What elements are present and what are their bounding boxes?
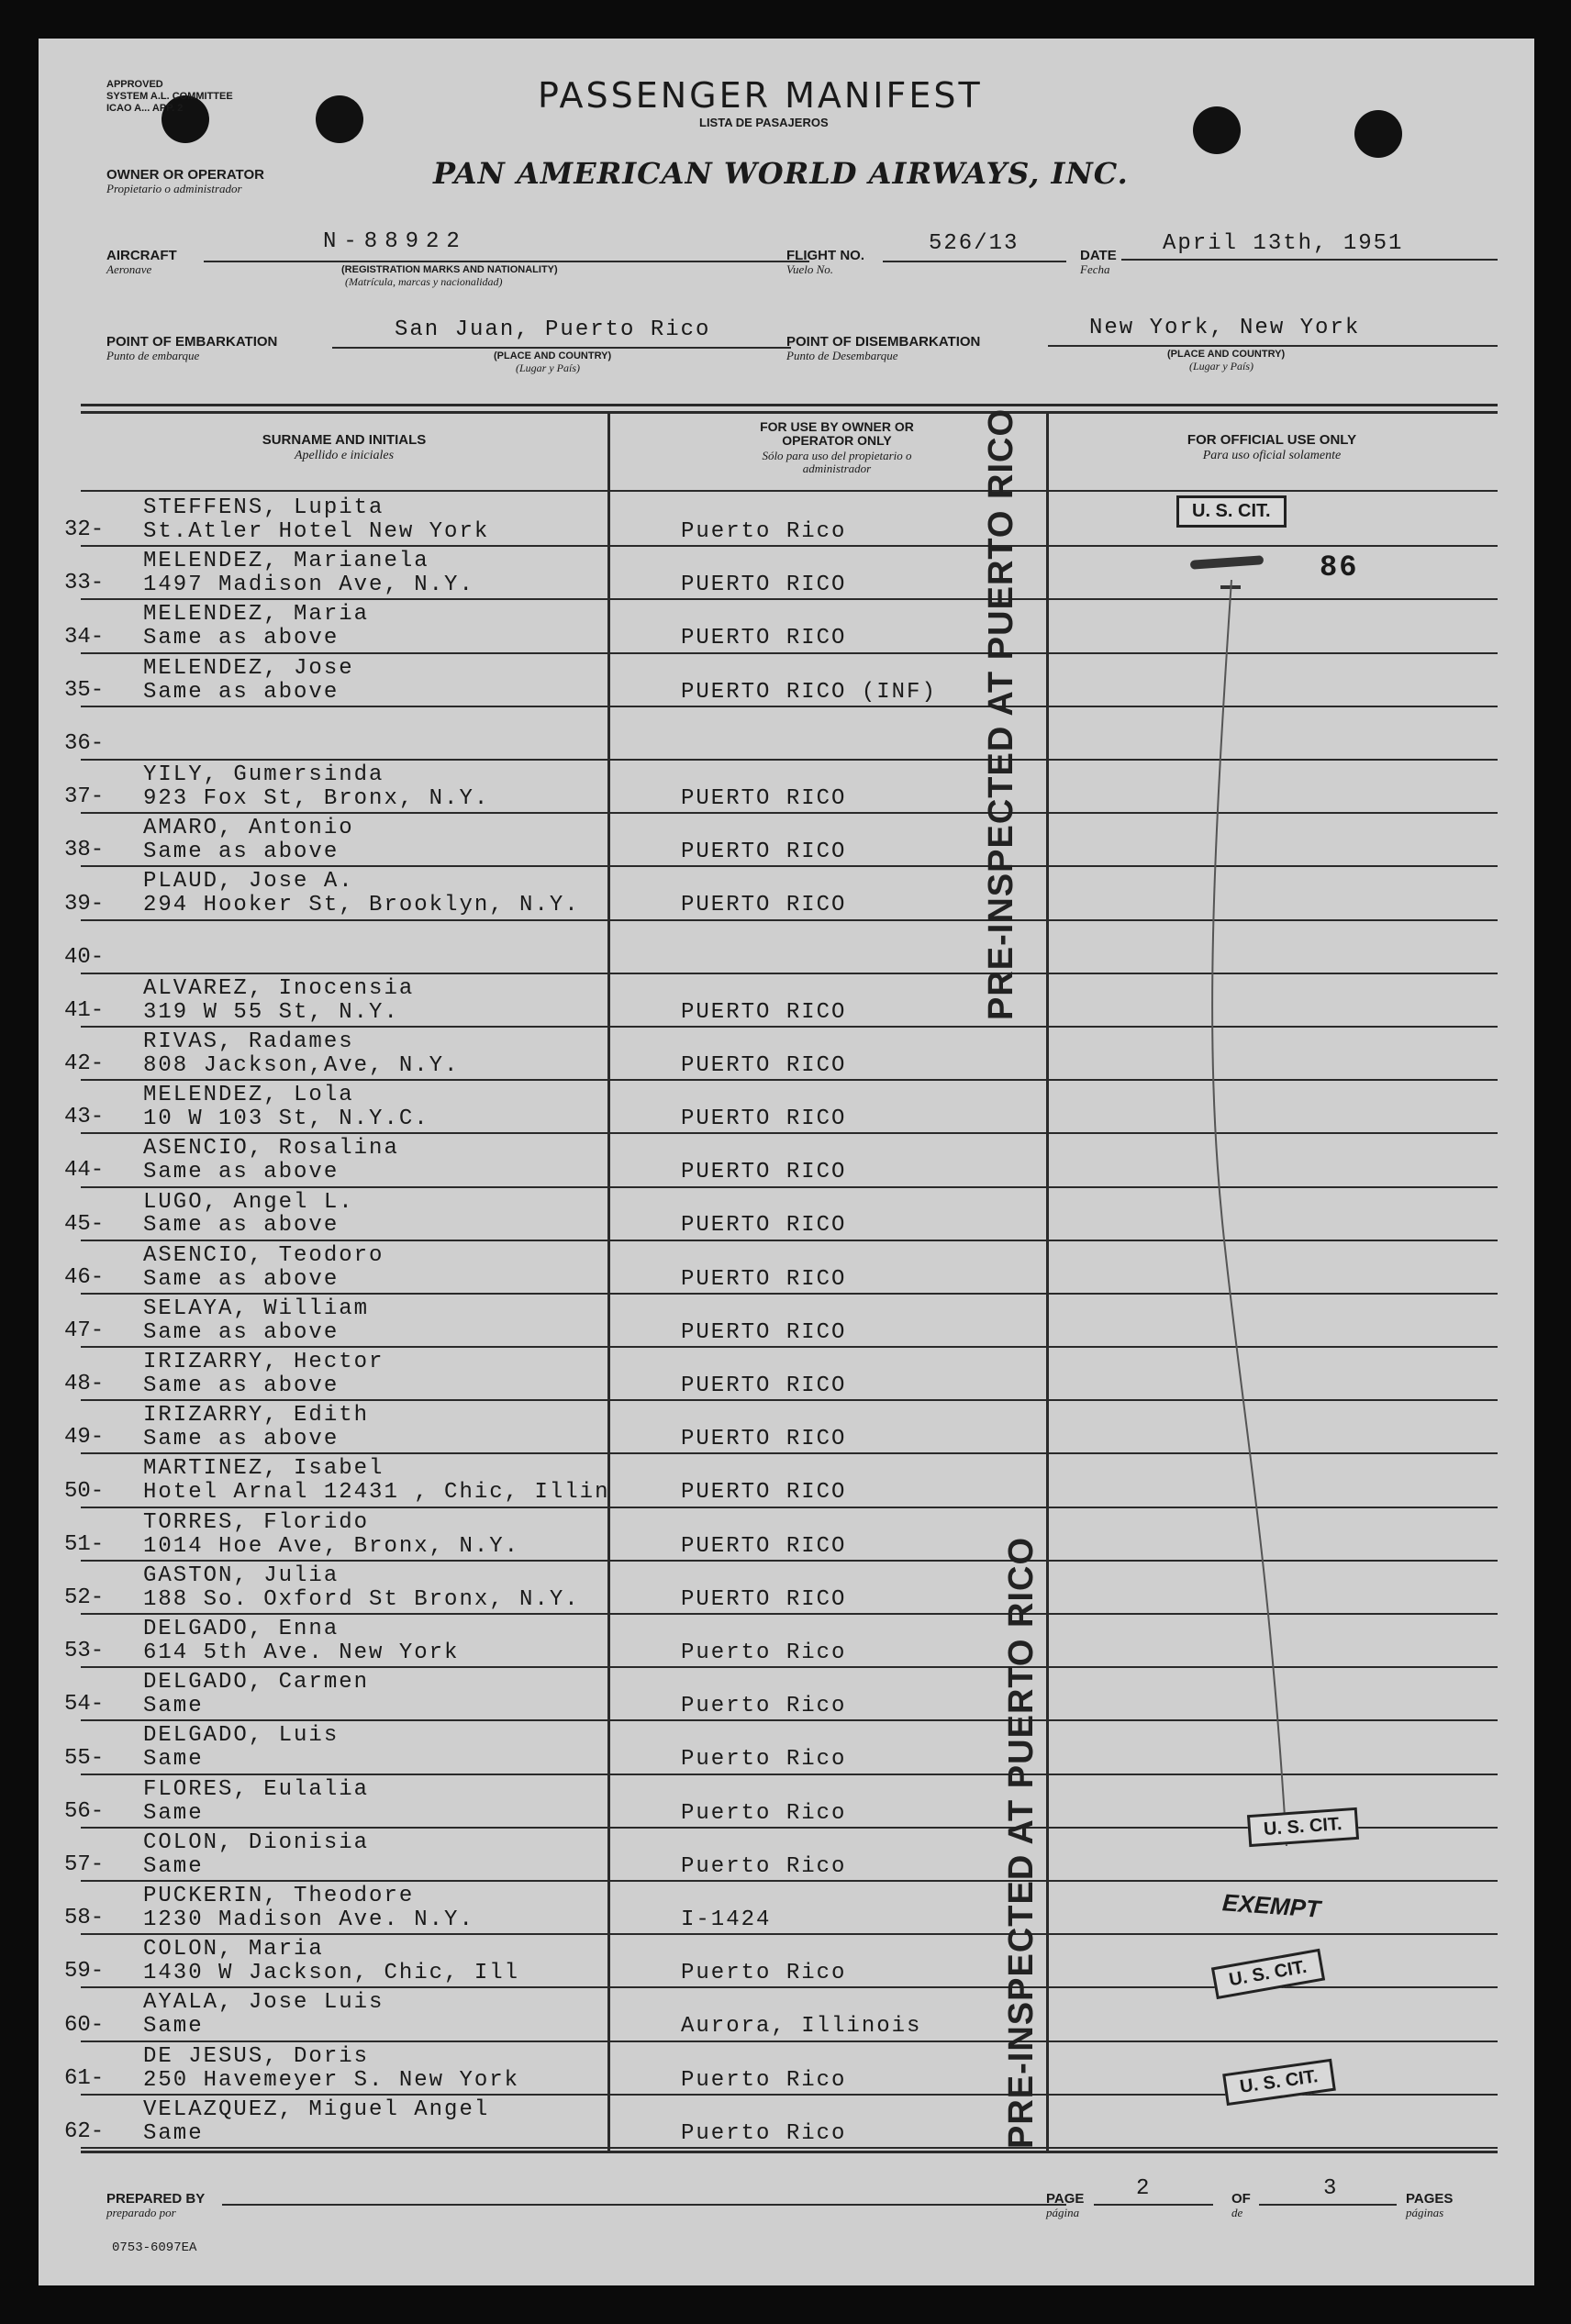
row-number: 46- — [64, 1264, 105, 1290]
of-label-es: de — [1231, 2206, 1243, 2219]
row-number: 50- — [64, 1478, 105, 1504]
operator-note: Aurora, Illinois — [681, 2014, 922, 2040]
passenger-address: Same — [143, 1800, 204, 1826]
embark-line — [332, 347, 791, 349]
passenger-name: MELENDEZ, Maria — [143, 602, 370, 628]
aircraft-label-es: Aeronave — [106, 262, 152, 276]
disembark-value: New York, New York — [1089, 316, 1361, 340]
passenger-name: YILY, Gumersinda — [143, 762, 384, 787]
row-number: 55- — [64, 1745, 105, 1771]
preinspected-stamp: PRE-INSPECTED AT PUERTO RICO — [1002, 1536, 1041, 2149]
passenger-name: GASTON, Julia — [143, 1562, 340, 1588]
table-row — [39, 1188, 1534, 1241]
passenger-name: MELENDEZ, Jose — [143, 655, 354, 681]
flight-label: FLIGHT NO. — [786, 248, 864, 263]
approval-line: APPROVED — [106, 79, 163, 90]
row-number: 42- — [64, 1051, 105, 1077]
flight-label-es: Vuelo No. — [786, 262, 834, 276]
operator-note: I-1424 — [681, 1907, 772, 1932]
punch-hole — [1193, 106, 1241, 154]
table-row — [39, 1721, 1534, 1774]
operator-note: PUERTO RICO — [681, 1533, 847, 1559]
table-top-rule — [81, 404, 1498, 406]
place-label: (PLACE AND COUNTRY) — [494, 350, 612, 361]
row-number: 56- — [64, 1798, 105, 1824]
row-number: 62- — [64, 2118, 105, 2144]
col2-header-es: Sólo para uso del propietario o administrador — [762, 449, 912, 475]
operator-note: PUERTO RICO — [681, 573, 847, 598]
operator-note: PUERTO RICO — [681, 1213, 847, 1239]
row-number: 57- — [64, 1852, 105, 1877]
operator-note: PUERTO RICO — [681, 1373, 847, 1399]
table-row — [39, 1081, 1534, 1134]
operator-note: PUERTO RICO — [681, 1052, 847, 1078]
passenger-name: COLON, Maria — [143, 1937, 324, 1963]
row-number: 33- — [64, 571, 105, 596]
passenger-name: PUCKERIN, Theodore — [143, 1884, 415, 1909]
page-title-es: LISTA DE PASAJEROS — [699, 116, 829, 129]
passenger-name: MELENDEZ, Marianela — [143, 549, 429, 574]
passenger-name: ASENCIO, Rosalina — [143, 1136, 399, 1162]
table-row — [39, 707, 1534, 761]
company-name: PAN AMERICAN WORLD AIRWAYS, INC. — [433, 156, 1129, 191]
row-number: 37- — [64, 784, 105, 810]
passenger-name: DELGADO, Carmen — [143, 1670, 370, 1696]
aircraft-value: N-88922 — [323, 229, 467, 254]
col1-header-es: Apellido e iniciales — [294, 449, 395, 462]
operator-note: PUERTO RICO — [681, 1106, 847, 1132]
form-code: 0753-6097EA — [112, 2241, 197, 2255]
passenger-address: 188 So. Oxford St Bronx, N.Y. — [143, 1586, 580, 1612]
aircraft-label: AIRCRAFT — [106, 248, 177, 263]
row-rule — [81, 2147, 1498, 2149]
row-number: 58- — [64, 1906, 105, 1931]
passenger-name: RIVAS, Radames — [143, 1029, 354, 1054]
row-number: 39- — [64, 891, 105, 917]
passenger-address: Same as above — [143, 1373, 340, 1399]
table-row — [39, 1668, 1534, 1721]
header-rule — [81, 490, 1498, 492]
passenger-address: 923 Fox St, Bronx, N.Y. — [143, 785, 490, 811]
owner-label: OWNER OR OPERATOR — [106, 167, 264, 183]
passenger-address: Same as above — [143, 626, 340, 651]
passenger-address: 10 W 103 St, N.Y.C. — [143, 1106, 429, 1132]
operator-note: Puerto Rico — [681, 2120, 847, 2146]
approval-line: SYSTEM A.L. COMMITTEE — [106, 91, 233, 102]
row-number: 52- — [64, 1585, 105, 1611]
row-number: 54- — [64, 1692, 105, 1718]
table-row — [39, 814, 1534, 867]
place-label-es: (Lugar y País) — [516, 361, 580, 374]
total-pages: 3 — [1323, 2176, 1339, 2201]
row-number: 40- — [64, 944, 105, 970]
passenger-address: Same — [143, 2120, 204, 2146]
passenger-name: PLAUD, Jose A. — [143, 869, 354, 895]
owner-label-es: Propietario o administrador — [106, 182, 242, 195]
operator-note: Puerto Rico — [681, 518, 847, 544]
passenger-address: Same — [143, 1853, 204, 1879]
table-row — [39, 921, 1534, 974]
col3-header: FOR OFFICIAL USE ONLY — [1187, 432, 1357, 448]
table-row — [39, 1615, 1534, 1668]
passenger-name: ALVAREZ, Inocensia — [143, 975, 415, 1001]
table-row — [39, 1348, 1534, 1401]
passenger-name: FLORES, Eulalia — [143, 1776, 370, 1802]
passenger-name: IRIZARRY, Hector — [143, 1350, 384, 1375]
operator-note: Puerto Rico — [681, 1694, 847, 1719]
row-number: 41- — [64, 997, 105, 1023]
row-number: 51- — [64, 1531, 105, 1557]
punch-hole — [316, 95, 363, 143]
passenger-name: VELAZQUEZ, Miguel Angel — [143, 2096, 490, 2122]
row-number: 48- — [64, 1372, 105, 1397]
passenger-address: St.Atler Hotel New York — [143, 518, 490, 544]
passenger-address: Same as above — [143, 1427, 340, 1452]
prepared-label: PREPARED BY — [106, 2191, 206, 2207]
registration-label-es: (Matrícula, marcas y nacionalidad) — [345, 275, 503, 288]
count-mark: 86 — [1320, 550, 1359, 584]
passenger-address: 1014 Hoe Ave, Bronx, N.Y. — [143, 1533, 520, 1559]
passenger-address: 1430 W Jackson, Chic, Ill — [143, 1961, 520, 1986]
embark-label-es: Punto de embarque — [106, 349, 200, 362]
passenger-address: Same — [143, 1694, 204, 1719]
page-line — [1094, 2204, 1213, 2206]
table-row — [39, 1241, 1534, 1295]
approval-line: ICAO A... APP. 2 — [106, 103, 184, 114]
punch-hole — [1354, 110, 1402, 158]
passenger-address: 614 5th Ave. New York — [143, 1640, 460, 1665]
passenger-address: 319 W 55 St, N.Y. — [143, 999, 399, 1025]
passenger-address: Same as above — [143, 840, 340, 865]
operator-note: PUERTO RICO — [681, 1160, 847, 1185]
table-row — [39, 1508, 1534, 1562]
pages-label-es: páginas — [1406, 2206, 1444, 2219]
passenger-address: Same as above — [143, 679, 340, 705]
row-number: 61- — [64, 2065, 105, 2091]
table-top-rule — [81, 411, 1498, 414]
us-cit-stamp: U. S. CIT. — [1222, 2059, 1335, 2106]
row-number: 36- — [64, 730, 105, 756]
date-line — [1121, 259, 1498, 261]
row-number: 45- — [64, 1211, 105, 1237]
row-number: 44- — [64, 1158, 105, 1184]
operator-note: Puerto Rico — [681, 1853, 847, 1879]
passenger-name: ASENCIO, Teodoro — [143, 1242, 384, 1268]
date-label-es: Fecha — [1080, 262, 1110, 276]
passenger-address: Same as above — [143, 1319, 340, 1345]
passenger-name: LUGO, Angel L. — [143, 1189, 354, 1215]
table-row — [39, 867, 1534, 920]
col2-header: FOR USE BY OWNER OR OPERATOR ONLY — [760, 419, 914, 448]
passenger-name: DE JESUS, Doris — [143, 2043, 370, 2069]
col3-header-es: Para uso oficial solamente — [1202, 449, 1342, 462]
operator-note: PUERTO RICO — [681, 626, 847, 651]
operator-note: Puerto Rico — [681, 1800, 847, 1826]
operator-note: PUERTO RICO — [681, 840, 847, 865]
table-row — [39, 600, 1534, 653]
operator-note: Puerto Rico — [681, 1640, 847, 1665]
operator-note: PUERTO RICO (INF) — [681, 679, 937, 705]
passenger-address: Same as above — [143, 1213, 340, 1239]
passenger-name: AYALA, Jose Luis — [143, 1990, 384, 2016]
prepared-line — [222, 2204, 1066, 2206]
page-number: 2 — [1136, 2176, 1152, 2201]
passenger-name: AMARO, Antonio — [143, 816, 354, 841]
aircraft-line — [204, 261, 809, 262]
registration-label: (REGISTRATION MARKS AND NATIONALITY) — [341, 264, 558, 275]
embark-value: San Juan, Puerto Rico — [395, 317, 711, 342]
passenger-name: STEFFENS, Lupita — [143, 495, 384, 520]
col1-header: SURNAME AND INITIALS — [262, 432, 427, 448]
operator-note: PUERTO RICO — [681, 1427, 847, 1452]
passenger-address: 250 Havemeyer S. New York — [143, 2067, 520, 2093]
table-row — [39, 547, 1534, 600]
disembark-line — [1048, 345, 1498, 347]
passenger-name: SELAYA, William — [143, 1295, 370, 1321]
passenger-name: MELENDEZ, Lola — [143, 1083, 354, 1108]
passenger-address: 1230 Madison Ave. N.Y. — [143, 1907, 474, 1932]
operator-note: Puerto Rico — [681, 2067, 847, 2093]
passenger-address: Same — [143, 1747, 204, 1773]
row-number: 34- — [64, 624, 105, 650]
table-row — [39, 494, 1534, 547]
passenger-name: TORRES, Florido — [143, 1509, 370, 1535]
passenger-address: Same as above — [143, 1160, 340, 1185]
passenger-address: 1497 Madison Ave, N.Y. — [143, 573, 474, 598]
page-label-es: página — [1046, 2206, 1080, 2219]
disembark-label-es: Punto de Desembarque — [786, 349, 898, 362]
operator-note: PUERTO RICO — [681, 1319, 847, 1345]
us-cit-stamp: U. S. CIT. — [1211, 1949, 1325, 1999]
prepared-label-es: preparado por — [106, 2206, 176, 2219]
passenger-name: MARTINEZ, Isabel — [143, 1456, 384, 1482]
table-row — [39, 1562, 1534, 1615]
row-number: 59- — [64, 1959, 105, 1985]
row-number: 47- — [64, 1318, 105, 1344]
table-row — [39, 1988, 1534, 2041]
passenger-address: 808 Jackson,Ave, N.Y. — [143, 1052, 460, 1078]
pen-stroke — [1176, 580, 1305, 1855]
table-row — [39, 761, 1534, 814]
of-label: OF — [1231, 2191, 1251, 2207]
us-cit-stamp: U. S. CIT. — [1247, 1807, 1359, 1847]
table-bottom-rule — [81, 2151, 1498, 2153]
passenger-name: DELGADO, Enna — [143, 1617, 340, 1642]
table-row — [39, 654, 1534, 707]
disembark-label: POINT OF DISEMBARKATION — [786, 334, 981, 350]
place-label-es: (Lugar y País) — [1189, 360, 1253, 373]
table-row — [39, 1134, 1534, 1187]
operator-note: PUERTO RICO — [681, 1480, 847, 1506]
operator-note: Puerto Rico — [681, 1961, 847, 1986]
table-row — [39, 1401, 1534, 1454]
passenger-address: 294 Hooker St, Brooklyn, N.Y. — [143, 893, 580, 918]
embark-label: POINT OF EMBARKATION — [106, 334, 278, 350]
row-number: 38- — [64, 838, 105, 863]
flight-value: 526/13 — [929, 231, 1019, 256]
place-label: (PLACE AND COUNTRY) — [1167, 349, 1286, 360]
operator-note: PUERTO RICO — [681, 1266, 847, 1292]
operator-note: PUERTO RICO — [681, 785, 847, 811]
operator-note: PUERTO RICO — [681, 999, 847, 1025]
passenger-address: Same — [143, 2014, 204, 2040]
preinspected-stamp: PRE-INSPECTED AT PUERTO RICO — [982, 407, 1020, 1020]
operator-note: Puerto Rico — [681, 1747, 847, 1773]
page-title: PASSENGER MANIFEST — [538, 75, 983, 116]
table-row — [39, 1295, 1534, 1348]
us-cit-stamp: U. S. CIT. — [1176, 495, 1287, 528]
date-value: April 13th, 1951 — [1163, 231, 1404, 256]
passenger-name: IRIZARRY, Edith — [143, 1403, 370, 1429]
date-label: DATE — [1080, 248, 1117, 263]
passenger-address: Same as above — [143, 1266, 340, 1292]
table-row — [39, 2096, 1534, 2149]
row-number: 60- — [64, 2012, 105, 2038]
manifest-sheet — [39, 39, 1534, 2285]
page-label: PAGE — [1046, 2191, 1085, 2207]
row-number: 49- — [64, 1425, 105, 1451]
row-number: 43- — [64, 1105, 105, 1130]
row-number: 32- — [64, 517, 105, 543]
table-row — [39, 1028, 1534, 1081]
passenger-address: Hotel Arnal 12431 , Chic, Illin — [143, 1480, 610, 1506]
operator-note: PUERTO RICO — [681, 1586, 847, 1612]
table-row — [39, 1454, 1534, 1507]
table-row — [39, 974, 1534, 1028]
flight-line — [883, 261, 1066, 262]
pages-line — [1259, 2204, 1397, 2206]
passenger-name: COLON, Dionisia — [143, 1829, 370, 1855]
exempt-stamp: EXEMPT — [1221, 1888, 1321, 1923]
passenger-name: DELGADO, Luis — [143, 1723, 340, 1749]
row-number: 53- — [64, 1639, 105, 1664]
pages-label: PAGES — [1406, 2191, 1454, 2207]
row-number: 35- — [64, 677, 105, 703]
operator-note: PUERTO RICO — [681, 893, 847, 918]
